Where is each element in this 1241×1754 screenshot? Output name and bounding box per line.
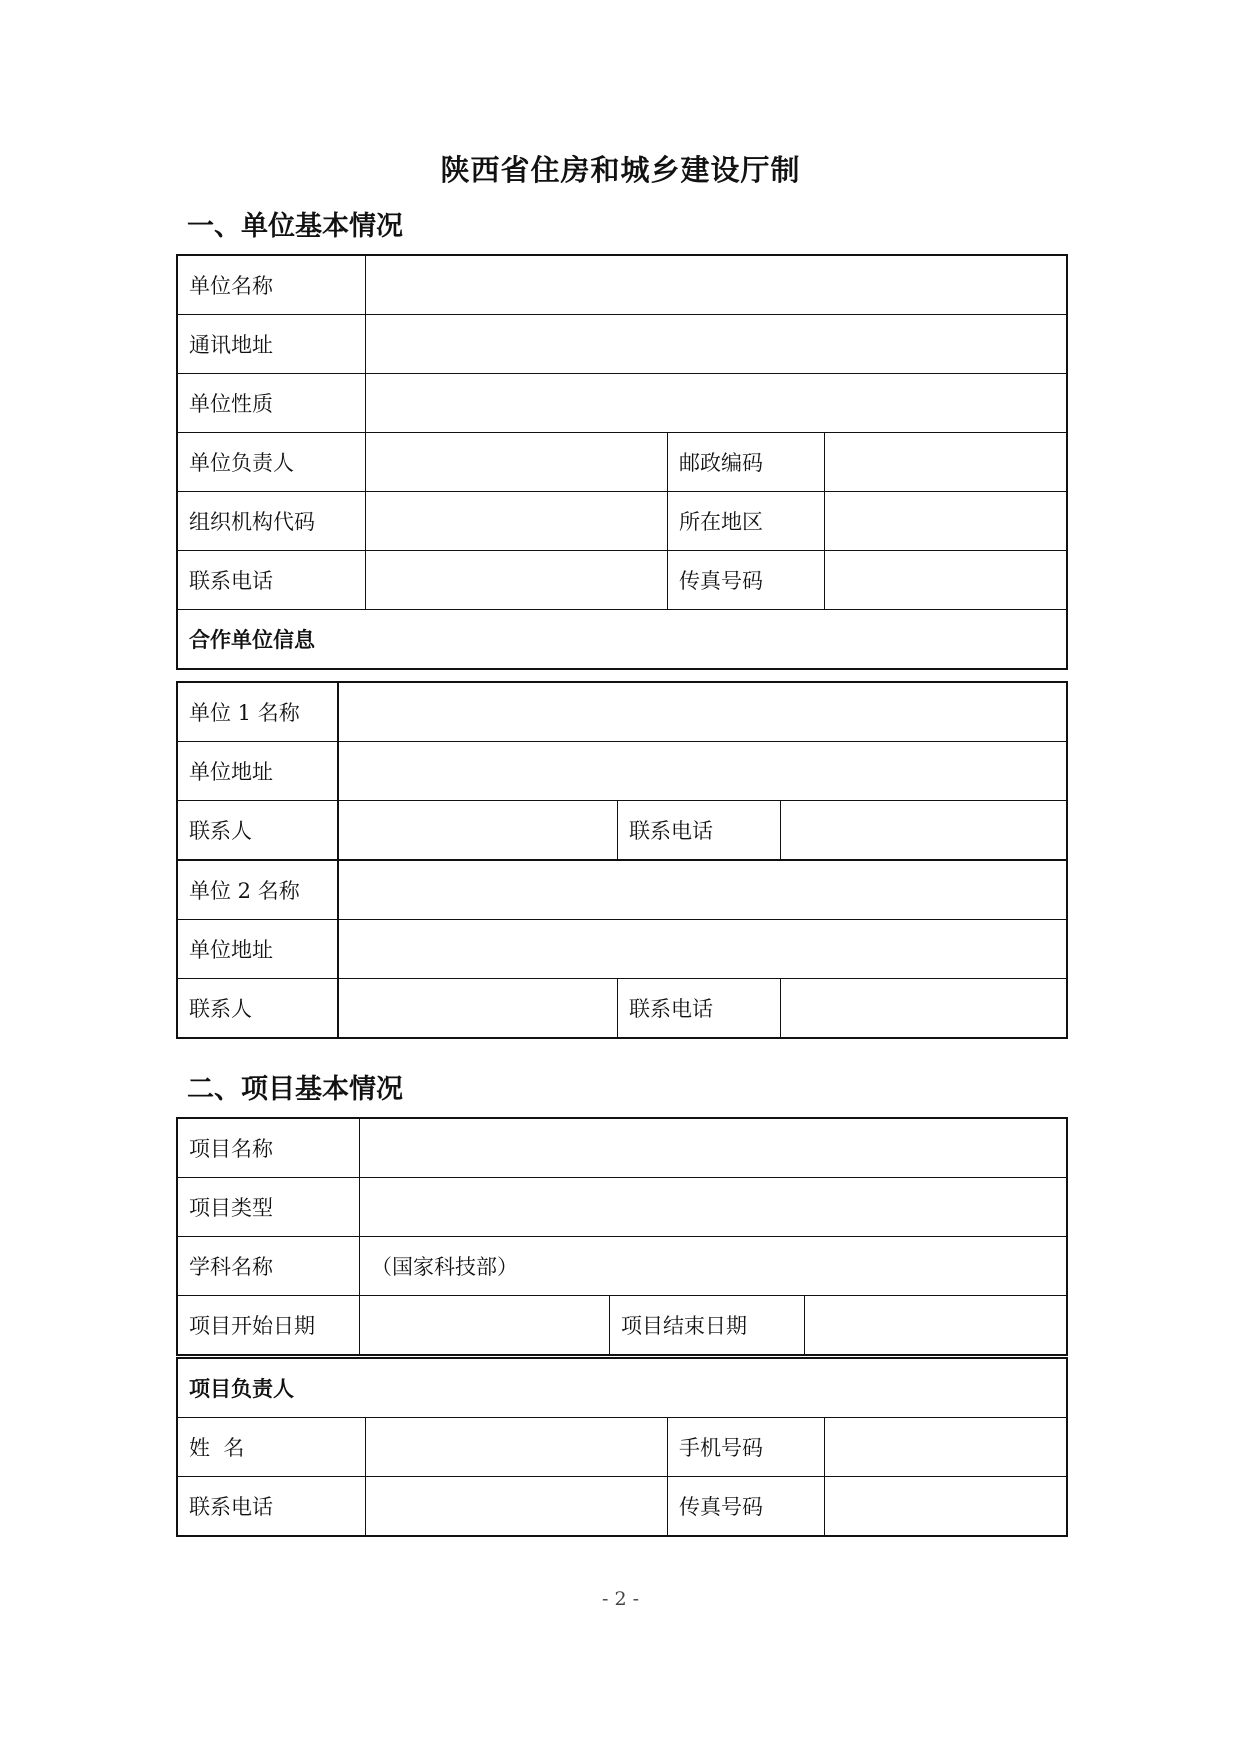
phone-field[interactable] bbox=[366, 551, 668, 610]
project-name-label: 项目名称 bbox=[178, 1119, 360, 1178]
region-label: 所在地区 bbox=[668, 492, 825, 551]
start-date-label: 项目开始日期 bbox=[178, 1296, 360, 1355]
partner2-address-field[interactable] bbox=[338, 920, 1067, 979]
phone-label: 联系电话 bbox=[178, 551, 366, 610]
fax-label: 传真号码 bbox=[668, 551, 825, 610]
partner1-contact-label: 联系人 bbox=[178, 801, 338, 861]
postcode-label: 邮政编码 bbox=[668, 433, 825, 492]
org-code-field[interactable] bbox=[366, 492, 668, 551]
partner1-name-label: 单位 1 名称 bbox=[178, 683, 338, 742]
leader-phone-label: 联系电话 bbox=[178, 1477, 366, 1536]
partner2-contact-field[interactable] bbox=[338, 979, 618, 1038]
end-date-label: 项目结束日期 bbox=[610, 1296, 805, 1355]
unit-info-table bbox=[177, 255, 1067, 669]
mobile-field[interactable] bbox=[825, 1418, 1067, 1477]
partner1-phone-label: 联系电话 bbox=[618, 801, 781, 861]
partner1-phone-field[interactable] bbox=[781, 801, 1067, 861]
unit-name-field[interactable] bbox=[366, 256, 1067, 315]
partner1-address-label: 单位地址 bbox=[178, 742, 338, 801]
partner1-address-field[interactable] bbox=[338, 742, 1067, 801]
partner2-name-label: 单位 2 名称 bbox=[178, 860, 338, 920]
postcode-field[interactable] bbox=[825, 433, 1067, 492]
partner2-phone-label: 联系电话 bbox=[618, 979, 781, 1038]
address-label: 通讯地址 bbox=[178, 315, 366, 374]
leader-fax-field[interactable] bbox=[825, 1477, 1067, 1536]
project-type-label: 项目类型 bbox=[178, 1178, 360, 1237]
section-heading-project: 二、项目基本情况 bbox=[187, 1074, 403, 1105]
partner-heading: 合作单位信息 bbox=[178, 610, 1067, 669]
partner2-name-field[interactable] bbox=[338, 860, 1067, 920]
start-date-field[interactable] bbox=[360, 1296, 610, 1355]
address-field[interactable] bbox=[366, 315, 1067, 374]
leader-field[interactable] bbox=[366, 433, 668, 492]
partner1-name-field[interactable] bbox=[338, 683, 1067, 742]
partner-info-table bbox=[177, 682, 1067, 1038]
fax-field[interactable] bbox=[825, 551, 1067, 610]
leader-name-field[interactable] bbox=[366, 1418, 668, 1477]
document-title: 陕西省住房和城乡建设厅制 bbox=[440, 153, 801, 187]
org-code-label: 组织机构代码 bbox=[178, 492, 366, 551]
project-name-field[interactable] bbox=[360, 1119, 1067, 1178]
section-heading-unit: 一、单位基本情况 bbox=[187, 211, 403, 242]
project-leader-table bbox=[177, 1358, 1067, 1536]
nature-field[interactable] bbox=[366, 374, 1067, 433]
nature-label: 单位性质 bbox=[178, 374, 366, 433]
partner2-contact-label: 联系人 bbox=[178, 979, 338, 1038]
leader-fax-label: 传真号码 bbox=[668, 1477, 825, 1536]
unit-name-label: 单位名称 bbox=[178, 256, 366, 315]
mobile-label: 手机号码 bbox=[668, 1418, 825, 1477]
partner2-phone-field[interactable] bbox=[781, 979, 1067, 1038]
discipline-label: 学科名称 bbox=[178, 1237, 360, 1296]
project-info-table bbox=[177, 1118, 1067, 1355]
discipline-field[interactable]: （国家科技部） bbox=[360, 1237, 1067, 1296]
leader-heading: 项目负责人 bbox=[178, 1359, 1067, 1418]
leader-label: 单位负责人 bbox=[178, 433, 366, 492]
page-number: - 2 - bbox=[601, 1588, 639, 1610]
leader-name-label: 姓 名 bbox=[178, 1418, 366, 1477]
leader-phone-field[interactable] bbox=[366, 1477, 668, 1536]
end-date-field[interactable] bbox=[805, 1296, 1067, 1355]
partner2-address-label: 单位地址 bbox=[178, 920, 338, 979]
region-field[interactable] bbox=[825, 492, 1067, 551]
project-type-field[interactable] bbox=[360, 1178, 1067, 1237]
partner1-contact-field[interactable] bbox=[338, 801, 618, 861]
